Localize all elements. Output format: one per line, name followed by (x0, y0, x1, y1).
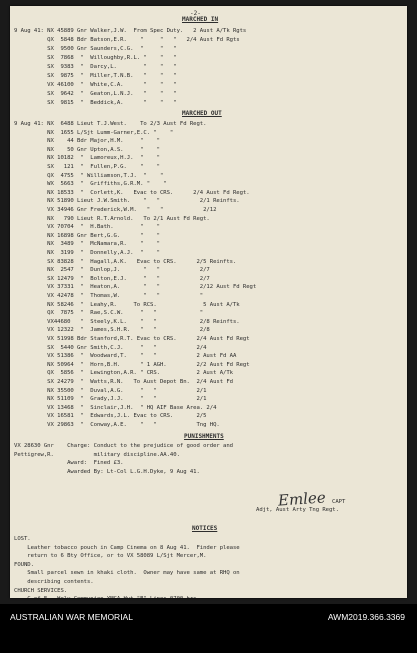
notice-line: describing contents. (14, 579, 94, 585)
marched-out-line: VX 70704 " H.Bath. " " (14, 224, 160, 231)
heading-notices: NOTICES (192, 525, 218, 532)
marched-out-line: NX 50964 " Horn,B.H. " 1 AGH. 2/2 Aust Fd Regt (14, 361, 250, 368)
marched-out-line: NX 50 Gnr Upton,A.S. " " (14, 146, 160, 153)
marched-out-line: QX 5856 " Lewington,A.R. " CRS. 2 Aust A/Tk (14, 370, 233, 377)
marched-out-line: NX 2547 " Dunlop,J. " " 2/7 (14, 267, 210, 274)
marched-out-line: NX 51109 " Grady,J.J. " " 2/1 (14, 396, 207, 403)
marched-out-line: NX 1655 L/Sjt Lumm-Garner,E.C. " " (14, 129, 174, 136)
marched-out-line: VX 34946 Gnr Frederick,W.M. " " 2/12 (14, 207, 217, 213)
marched-out-line: VX 16581 " Edwards,J.L. Evac to CRS. 2/5 (14, 413, 207, 420)
punishment-line: VX 28630 Gnr Charge: Conduct to the prejudice of good order and (14, 443, 233, 449)
heading-punishments: PUNISHMENTS (184, 433, 224, 440)
marched-out-line: VX 13468 " Sinclair,J.H. " HQ AIF Base Area. 2/4 (14, 404, 217, 411)
marched-out-line: SX 12479 " Bolton,E.J. " " 2/7 (14, 275, 210, 282)
notice-line: CHURCH SERVICES. (14, 587, 68, 594)
marched-out-line: VX 29863 " Conway,A.E. " " Tng HQ. (14, 422, 220, 428)
footer-reference: AWM2019.366.3369 (327, 612, 405, 622)
marched-out-line: VX 42478 " Thomas,W. " " " (14, 293, 204, 299)
footer-source: AUSTRALIAN WAR MEMORIAL (10, 612, 133, 622)
document-page (10, 6, 407, 598)
notice-line: Leather tobacco pouch in Camp Cinema on 8 Aug 41. Finder please (14, 544, 240, 551)
notice-line: Small parcel sewn in khaki cloth. Owner may have same at RHQ on (14, 570, 240, 577)
marched-out-line: NX 3199 " Donnelly,A.J. " " (14, 250, 160, 256)
notice-line: LOST. (14, 536, 31, 542)
heading-marched-in: MARCHED IN (182, 16, 219, 23)
marched-in-line: SX 9500 Gnr Saunders,C.G. " " " (14, 46, 177, 52)
marched-in-line: SX 7868 " Willoughby,R.L. " " " (14, 55, 177, 61)
signature-title: Adjt, Aust Arty Tng Regt. (256, 507, 339, 513)
marched-out-line: VX 51386 " Woodward,T. " " 2 Aust Fd AA (14, 353, 237, 360)
marched-in-line: SX 9642 " Geaton,L.N.J. " " " (14, 91, 177, 97)
marched-out-line: SX 24279 " Watts,R.N. To Aust Depot Bn. 2/4 Aust Fd (14, 379, 233, 385)
marched-out-line: WX 5663 " Griffiths,G.R.M. " " (14, 181, 167, 188)
punishment-line: Awarded By: Lt-Col L.G.H.Dyke, 9 Aug 41. (14, 468, 200, 475)
marched-in-line: QX 5848 Bdr Batson,E.R. " " " 2/4 Aust Fd Rgts (14, 37, 240, 43)
marched-out-line: NX 18533 " Corlett,K. Evac to CRS. 2/4 Aust Fd Regt. (14, 189, 250, 196)
heading-marched-out: MARCHED OUT (182, 110, 222, 117)
marched-out-line: NX 790 Lieut R.T.Arnold. To 2/1 Aust Fd Regt. (14, 215, 210, 222)
marched-out-line: SX 83828 " Hagall,A.K. Evac to CRS. 2/5 Reinfts. (14, 258, 237, 265)
marched-out-line: NX 44 Bdr Major,H.M. " " (14, 138, 160, 145)
notice-line: return to 6 Bty Office, or to VX 58089 L/Sjt Mercer,M. (14, 553, 207, 560)
archive-footer (0, 604, 417, 653)
marched-out-line: NX 10182 " Lamoreux,H.J. " " (14, 155, 160, 162)
marched-out-line: NX 3489 " McNamara,R. " " (14, 241, 160, 248)
marched-out-line: QX 7875 " Rae,S.C.W. " " " (14, 310, 204, 317)
notice-line (14, 596, 200, 598)
marched-out-line: NX 51890 Lieut J.W.Smith. " " 2/1 Reinfts. (14, 198, 240, 205)
handwritten-signature: Emlee (277, 488, 327, 510)
marched-in-line: VX 46100 " White,C.A. " " " (14, 82, 177, 88)
marched-out-line: SX 121 " Fullen,P.G. " " (14, 164, 160, 170)
marched-in-line: SX 9383 " Darcy,L. " " " (14, 64, 177, 70)
marched-out-line: SX 5440 Gnr Smith,C.J. " " 2/4 (14, 344, 207, 351)
marched-out-line: 9 Aug 41: NX 6488 Lieut T.J.West. To 2/3 Aust Fd Regt. (14, 121, 207, 127)
marched-out-line: VX 51998 Bdr Stanford,R.T. Evac to CRS. 2/4 Aust Fd Regt (14, 336, 250, 342)
marched-in-line: 9 Aug 41: NX 45889 Gnr Walker,J.W. From Spec Duty. 2 Aust A/Tk Rgts (14, 28, 247, 34)
marched-out-line: NX 58246 " Leahy,R. To RCS. 5 Aust A/Tk (14, 301, 240, 308)
punishment-line: Award: Fined £3. (14, 460, 124, 466)
marched-out-line: NX 16898 Gnr Bert,G.G. " " (14, 232, 160, 239)
marched-in-line: SX 9815 " Beddick,A. " " " (14, 100, 177, 106)
page-number: -2- (190, 10, 201, 17)
signature-rank: CAPT (332, 499, 346, 505)
marched-out-line: QX 4755 " Williamson,T.J. " " (14, 172, 164, 179)
marched-out-line: VX44680 " Steely,K.L. " " 2/8 Reinfts. (14, 318, 240, 325)
marched-in-line: SX 9875 " Miller,T.N.B. " " " (14, 73, 177, 79)
marched-out-line: VX 37331 " Heaton,A. " " 2/12 Aust Fd Regt (14, 284, 257, 291)
punishment-line: Pettigrew,R. military discipline.AA.40. (14, 451, 180, 458)
notice-line: FOUND. (14, 561, 34, 568)
marched-out-line: VX 12322 " James,S.H.R. " " 2/8 (14, 327, 210, 334)
marched-out-line: NX 35500 " Duval,A.G. " " 2/1 (14, 387, 207, 394)
